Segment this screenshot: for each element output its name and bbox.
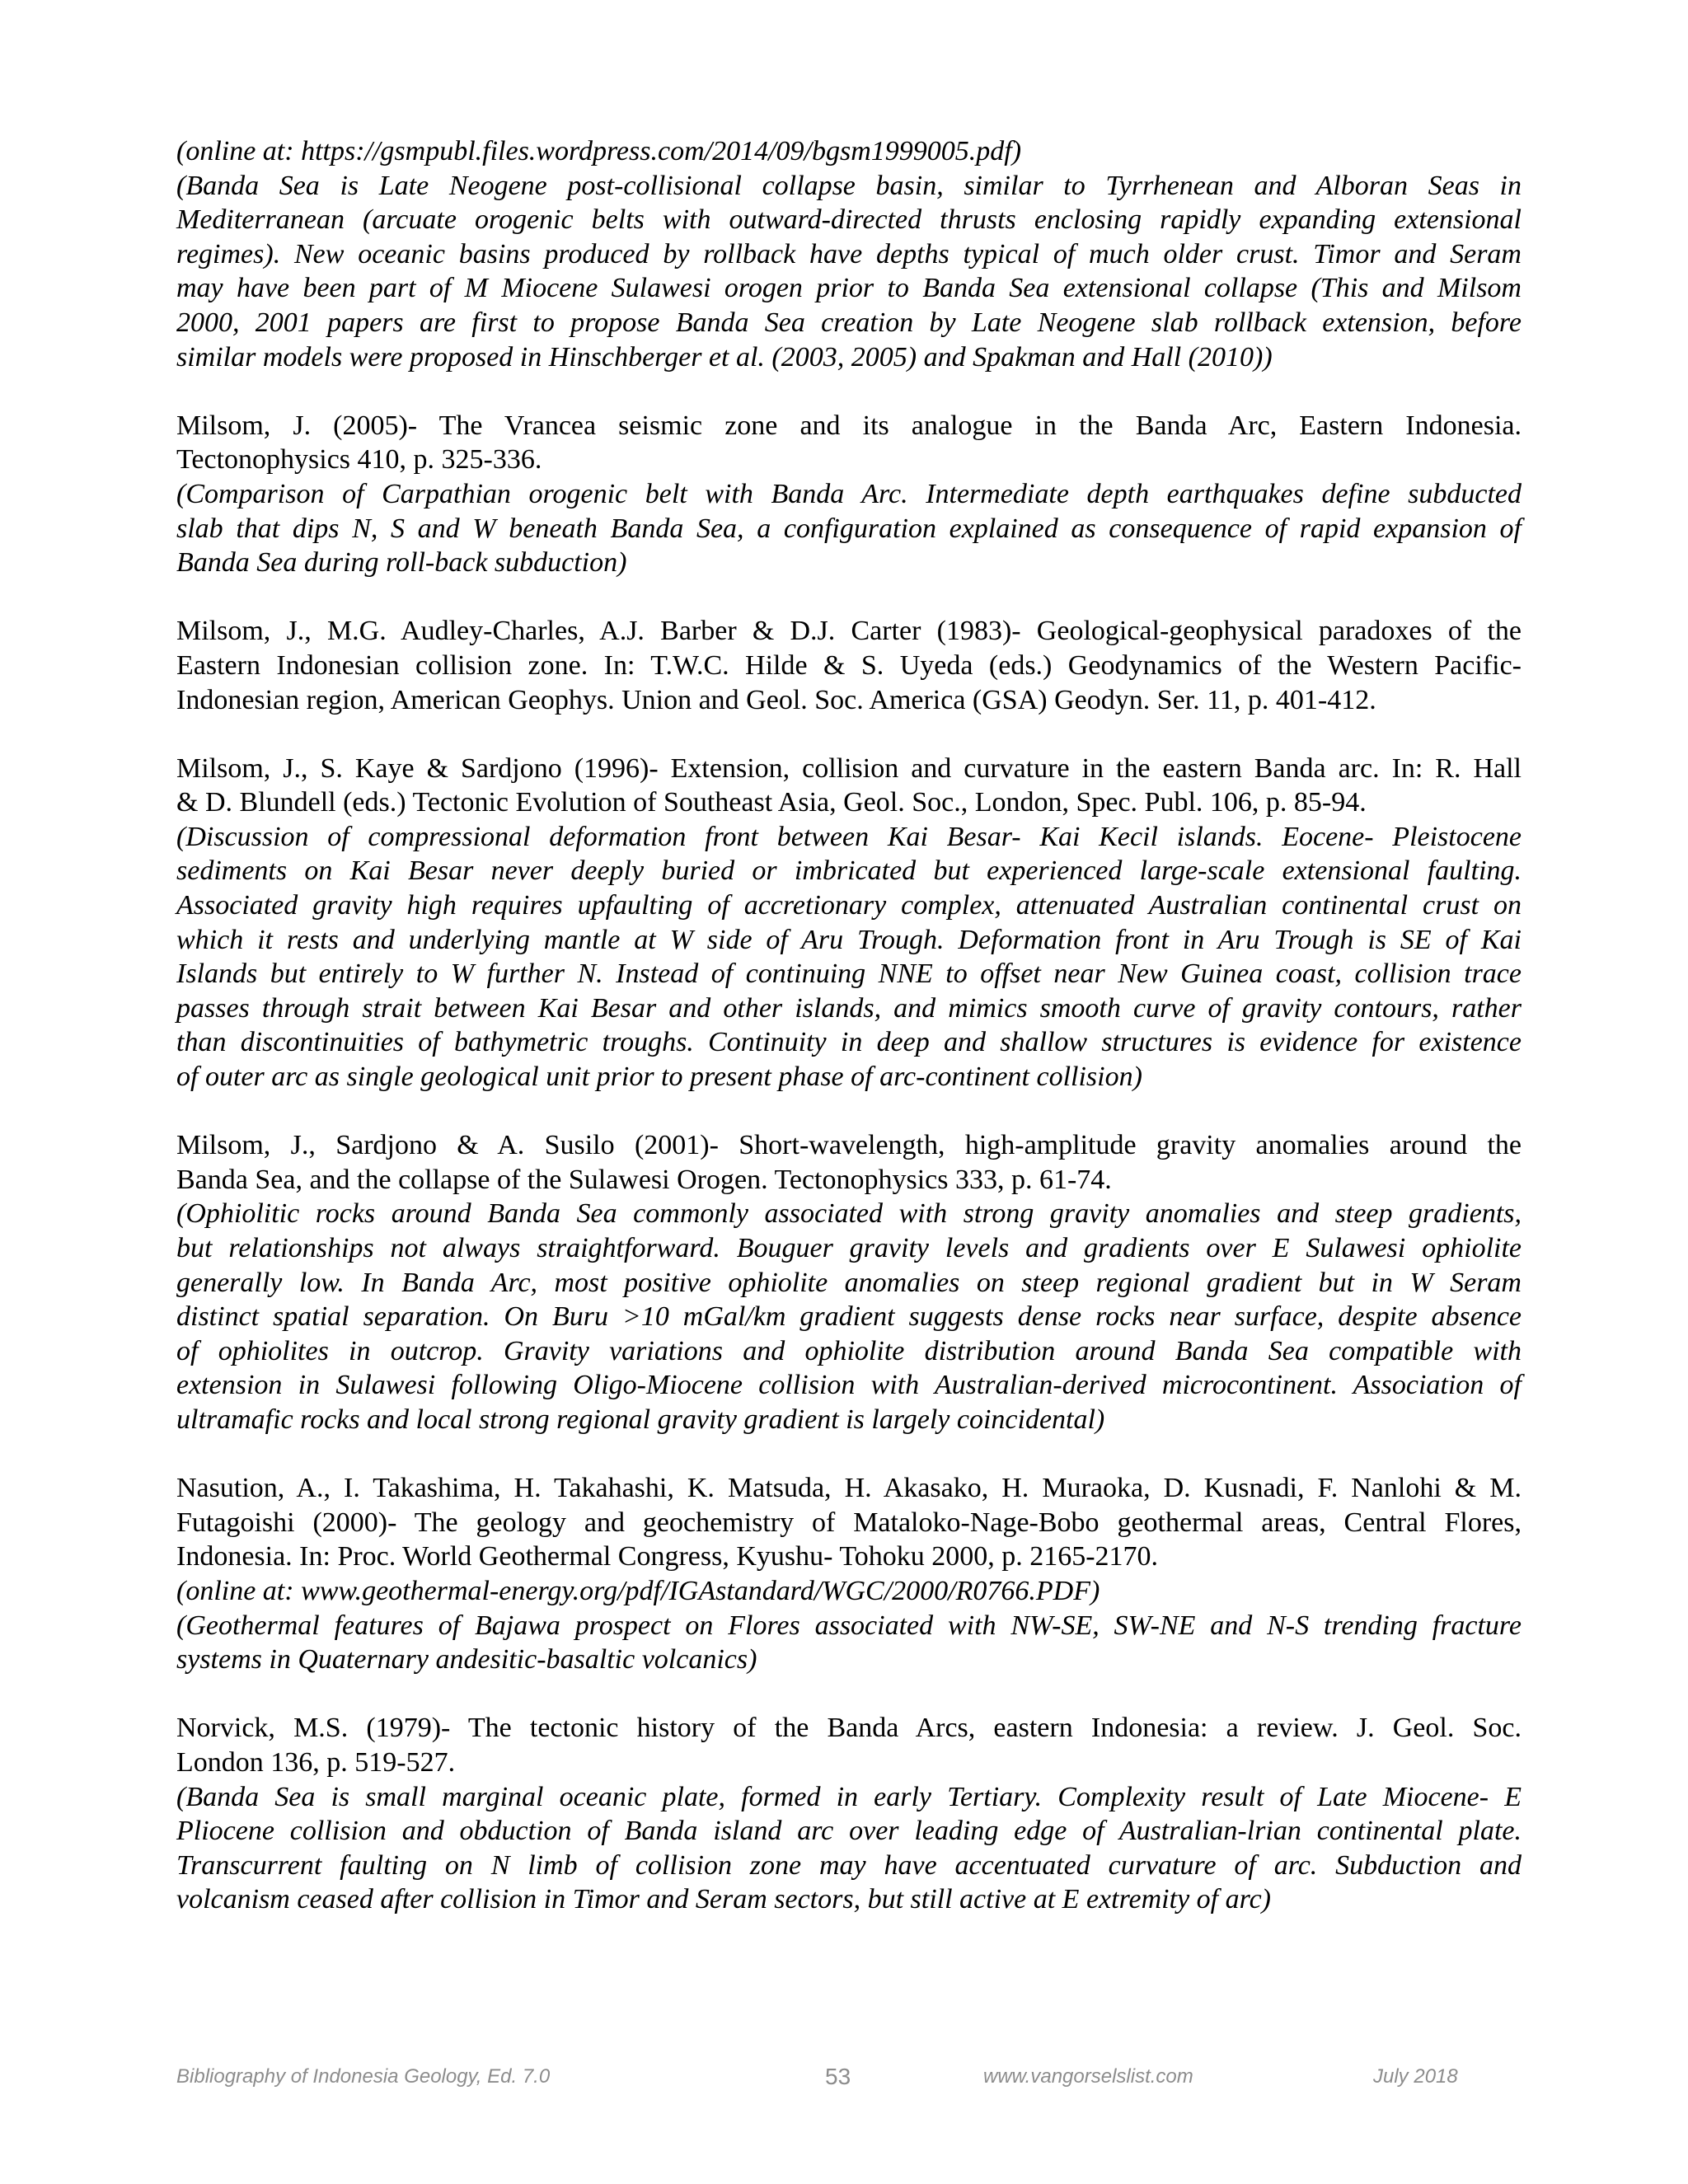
entry-spacer [176, 1437, 1522, 1472]
annotation-line: Banda Sea during roll-back subduction) [176, 547, 627, 579]
bibliography-entry [176, 614, 1522, 717]
entry-spacer [176, 1677, 1522, 1712]
citation-line: Tectonophysics 410, p. 325-336. [176, 444, 542, 476]
citation-line: Indonesia. In: Proc. World Geothermal Congress, Kyushu- Tohoku 2000, p. 2165-2170. [176, 1541, 1159, 1572]
bibliography-entry [176, 409, 1522, 580]
annotation-line: extension in Sulawesi following Oligo-Miocene collision with Australian-derived microcontinent. Association of [176, 1370, 1522, 1401]
footer-date: July 2018 [1373, 2065, 1458, 2088]
citation-line: & D. Blundell (eds.) Tectonic Evolution of Southeast Asia, Geol. Soc., London, Spec. Publ. 106, p. 85-94. [176, 787, 1367, 818]
annotation-line: (online at: https://gsmpubl.files.wordpress.com/2014/09/bgsm1999005.pdf) [176, 136, 1022, 166]
annotation-line: Associated gravity high requires upfaulting of accretionary complex, attenuated Australian continental crust on [176, 890, 1522, 921]
citation-line: Milsom, J., S. Kaye & Sardjono (1996)- Extension, collision and curvature in the eastern Banda arc. In: R. Hall [176, 752, 1522, 784]
annotation-line: sediments on Kai Besar never deeply buried or imbricated but experienced large-scale extensional faulting. [176, 855, 1522, 887]
annotation-line: similar models were proposed in Hinschberger et al. (2003, 2005) and Spakman and Hall (2010)) [176, 341, 1273, 373]
annotation-line: (Discussion of compressional deformation front between Kai Besar- Kai Kecil islands. Eocene- Pleistocene [176, 821, 1522, 852]
bibliography-entry [176, 1711, 1522, 1917]
annotation-line: Pliocene collision and obduction of Banda island arc over leading edge of Australian-lrian continental plate. [176, 1816, 1522, 1847]
entry-spacer [176, 374, 1522, 409]
bibliography-content [176, 134, 1522, 1917]
entry-spacer [176, 580, 1522, 615]
annotation-line: of ophiolites in outcrop. Gravity variations and ophiolite distribution around Banda Sea compatible with [176, 1335, 1522, 1366]
page-footer [176, 2065, 1522, 2095]
citation-line: Futagoishi (2000)- The geology and geochemistry of Mataloko-Nage-Bobo geothermal areas, Central Flores, [176, 1507, 1522, 1538]
annotation-line: which it rests and underlying mantle at W side of Aru Trough. Deformation front in Aru Trough is SE of Kai [176, 924, 1522, 955]
entry-spacer [176, 717, 1522, 752]
annotation-line: (Banda Sea is Late Neogene post-collisional collapse basin, similar to Tyrrhenean and Alboran Seas in [176, 170, 1522, 201]
citation-line: Milsom, J., M.G. Audley-Charles, A.J. Barber & D.J. Carter (1983)- Geological-geophysical paradoxes of the [176, 616, 1522, 647]
annotation-line: generally low. In Banda Arc, most positive ophiolite anomalies on steep regional gradient but in W Seram [176, 1267, 1522, 1298]
annotation-line: of outer arc as single geological unit prior to present phase of arc-continent collision) [176, 1062, 1142, 1093]
annotation-line: regimes). New oceanic basins produced by rollback have depths typical of much older crust. Timor and Seram [176, 238, 1522, 269]
annotation-line: but relationships not always straightforward. Bouguer gravity levels and gradients over E Sulawesi ophiolite [176, 1233, 1522, 1263]
citation-line: Banda Sea, and the collapse of the Sulawesi Orogen. Tectonophysics 333, p. 61-74. [176, 1164, 1112, 1195]
annotation-line: (Comparison of Carpathian orogenic belt with Banda Arc. Intermediate depth earthquakes define subducted [176, 478, 1522, 509]
citation-line: London 136, p. 519-527. [176, 1746, 456, 1778]
footer-website: www.vangorselslist.com [983, 2065, 1193, 2088]
annotation-line: Mediterranean (arcuate orogenic belts with outward-directed thrusts enclosing rapidly expanding extensional [176, 204, 1522, 236]
annotation-line: volcanism ceased after collision in Timor and Seram sectors, but still active at E extremity of arc) [176, 1884, 1271, 1915]
annotation-line: 2000, 2001 papers are first to propose Banda Sea creation by Late Neogene slab rollback extension, before [176, 307, 1522, 338]
annotation-line: Islands but entirely to W further N. Instead of continuing NNE to offset near New Guinea coast, collision trace [176, 958, 1522, 990]
citation-line: Milsom, J. (2005)- The Vrancea seismic zone and its analogue in the Banda Arc, Eastern Indonesia. [176, 410, 1522, 441]
annotation-line: than discontinuities of bathymetric troughs. Continuity in deep and shallow structures is evidence for existence [176, 1027, 1522, 1058]
citation-line: Milsom, J., Sardjono & A. Susilo (2001)- Short-wavelength, high-amplitude gravity anomalies around the [176, 1130, 1522, 1161]
bibliography-entry [176, 1128, 1522, 1436]
annotation-line: may have been part of M Miocene Sulawesi orogen prior to Banda Sea extensional collapse (This and Milsom [176, 273, 1522, 304]
annotation-line: slab that dips N, S and W beneath Banda Sea, a configuration explained as consequence of rapid expansion of [176, 513, 1522, 544]
citation-line: Eastern Indonesian collision zone. In: T.W.C. Hilde & S. Uyeda (eds.) Geodynamics of the Western Pacific- [176, 649, 1522, 681]
annotation-line: passes through strait between Kai Besar and other islands, and mimics smooth curve of gravity contours, rather [176, 992, 1522, 1024]
bibliography-entry [176, 134, 1522, 374]
annotation-line: (online at: www.geothermal-energy.org/pdf/IGAstandard/WGC/2000/R0766.PDF) [176, 1575, 1100, 1606]
citation-line: Norvick, M.S. (1979)- The tectonic history of the Banda Arcs, eastern Indonesia: a review. J. Geol. Soc. [176, 1713, 1522, 1744]
bibliography-entry [176, 1471, 1522, 1677]
annotation-line: (Geothermal features of Bajawa prospect on Flores associated with NW-SE, SW-NE and N-S trending fracture [176, 1610, 1522, 1641]
page-number: 53 [825, 2064, 851, 2089]
annotation-line: (Ophiolitic rocks around Banda Sea commonly associated with strong gravity anomalies and steep gradients, [176, 1198, 1522, 1230]
citation-line: Nasution, A., I. Takashima, H. Takahashi, K. Matsuda, H. Akasako, H. Muraoka, D. Kusnadi, F. Nanlohi & M. [176, 1473, 1522, 1504]
footer-title: Bibliography of Indonesia Geology, Ed. 7.0 [176, 2065, 551, 2088]
annotation-line: distinct spatial separation. On Buru >10 mGal/km gradient suggests dense rocks near surface, despite absence [176, 1301, 1522, 1333]
annotation-line: ultramafic rocks and local strong regional gravity gradient is largely coincidental) [176, 1404, 1105, 1435]
citation-line: Indonesian region, American Geophys. Union and Geol. Soc. America (GSA) Geodyn. Ser. 11, p. 401-412. [176, 684, 1376, 715]
annotation-line: systems in Quaternary andesitic-basaltic volcanics) [176, 1644, 757, 1675]
bibliography-entry [176, 752, 1522, 1094]
entry-spacer [176, 1094, 1522, 1129]
annotation-line: Transcurrent faulting on N limb of collision zone may have accentuated curvature of arc. Subduction and [176, 1849, 1522, 1881]
annotation-line: (Banda Sea is small marginal oceanic plate, formed in early Tertiary. Complexity result of Late Miocene- E [176, 1781, 1522, 1812]
